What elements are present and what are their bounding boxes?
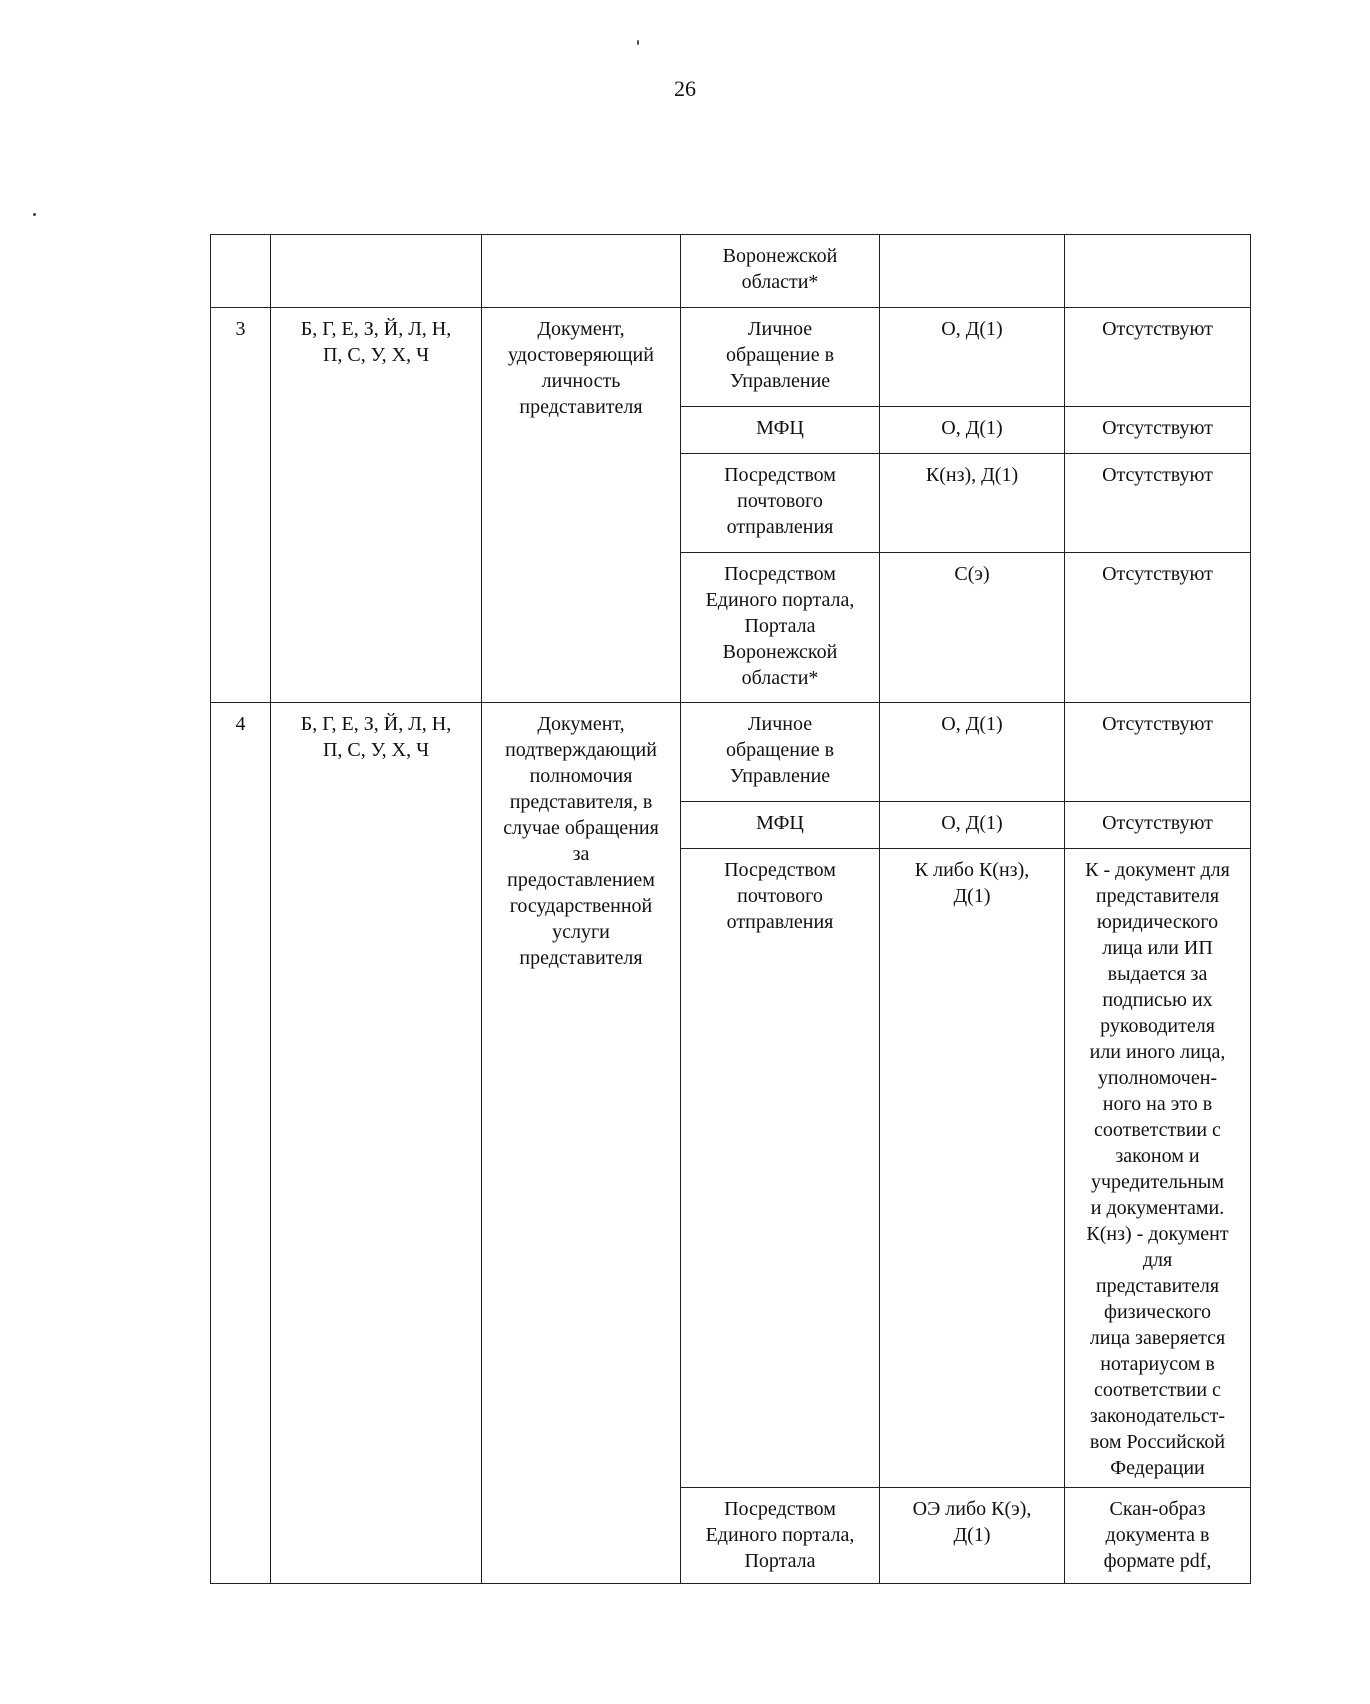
- requirements-cell: Отсутствуют: [1065, 553, 1251, 703]
- document-name-cell: Документ, подтверждающий полномочия представителя, в случае обращения за предоставлением государственной услуги представителя: [482, 703, 681, 1584]
- scan-speck: [637, 40, 639, 45]
- submission-channel-cell: Посредством почтового отправления: [681, 454, 880, 553]
- requirements-cell: К - документ для представителя юридического лица или ИП выдается за подписью их руководителя или иного лица, уполномочен- ного на это в соответствии с законом и учредительным и документами. К(нз) - документ для представителя физического лица заверяется нотариусом в соответствии с законодательст- вом Российской Федерации: [1065, 849, 1251, 1488]
- table-row: [211, 703, 1251, 802]
- requirements-cell: Отсутствуют: [1065, 308, 1251, 407]
- requirements-cell: Отсутствуют: [1065, 802, 1251, 849]
- applicant-groups-cell: Б, Г, Е, З, Й, Л, Н, П, С, У, Х, Ч: [271, 703, 482, 1584]
- scan-speck: [33, 213, 36, 216]
- document-form-cell: О, Д(1): [880, 407, 1065, 454]
- document-name-cell: Документ, удостоверяющий личность представителя: [482, 308, 681, 703]
- document-form-cell: С(э): [880, 553, 1065, 703]
- document-form-cell: О, Д(1): [880, 802, 1065, 849]
- submission-channel-cell: МФЦ: [681, 802, 880, 849]
- document-name-cell: [482, 235, 681, 308]
- requirements-cell: Скан-образ документа в формате pdf,: [1065, 1488, 1251, 1584]
- submission-channel-cell: МФЦ: [681, 407, 880, 454]
- submission-channel-cell: Воронежской области*: [681, 235, 880, 308]
- row-number-cell: 3: [211, 308, 271, 703]
- applicant-groups-cell: [271, 235, 482, 308]
- submission-channel-cell: Личное обращение в Управление: [681, 703, 880, 802]
- table-row: [211, 308, 1251, 407]
- submission-channel-cell: Посредством почтового отправления: [681, 849, 880, 1488]
- document-form-cell: К либо К(нз), Д(1): [880, 849, 1065, 1488]
- row-number-cell: 4: [211, 703, 271, 1584]
- requirements-cell: Отсутствуют: [1065, 703, 1251, 802]
- document-form-cell: [880, 235, 1065, 308]
- requirements-cell: [1065, 235, 1251, 308]
- document-form-cell: О, Д(1): [880, 703, 1065, 802]
- document-form-cell: ОЭ либо К(э), Д(1): [880, 1488, 1065, 1584]
- requirements-table: [210, 234, 1251, 1584]
- table-row: [211, 235, 1251, 308]
- submission-channel-cell: Посредством Единого портала, Портала Воронежской области*: [681, 553, 880, 703]
- submission-channel-cell: Личное обращение в Управление: [681, 308, 880, 407]
- document-form-cell: О, Д(1): [880, 308, 1065, 407]
- page-number: 26: [674, 76, 696, 101]
- submission-channel-cell: Посредством Единого портала, Портала: [681, 1488, 880, 1584]
- requirements-cell: Отсутствуют: [1065, 454, 1251, 553]
- row-number-cell: [211, 235, 271, 308]
- requirements-cell: Отсутствуют: [1065, 407, 1251, 454]
- document-form-cell: К(нз), Д(1): [880, 454, 1065, 553]
- applicant-groups-cell: Б, Г, Е, З, Й, Л, Н, П, С, У, Х, Ч: [271, 308, 482, 703]
